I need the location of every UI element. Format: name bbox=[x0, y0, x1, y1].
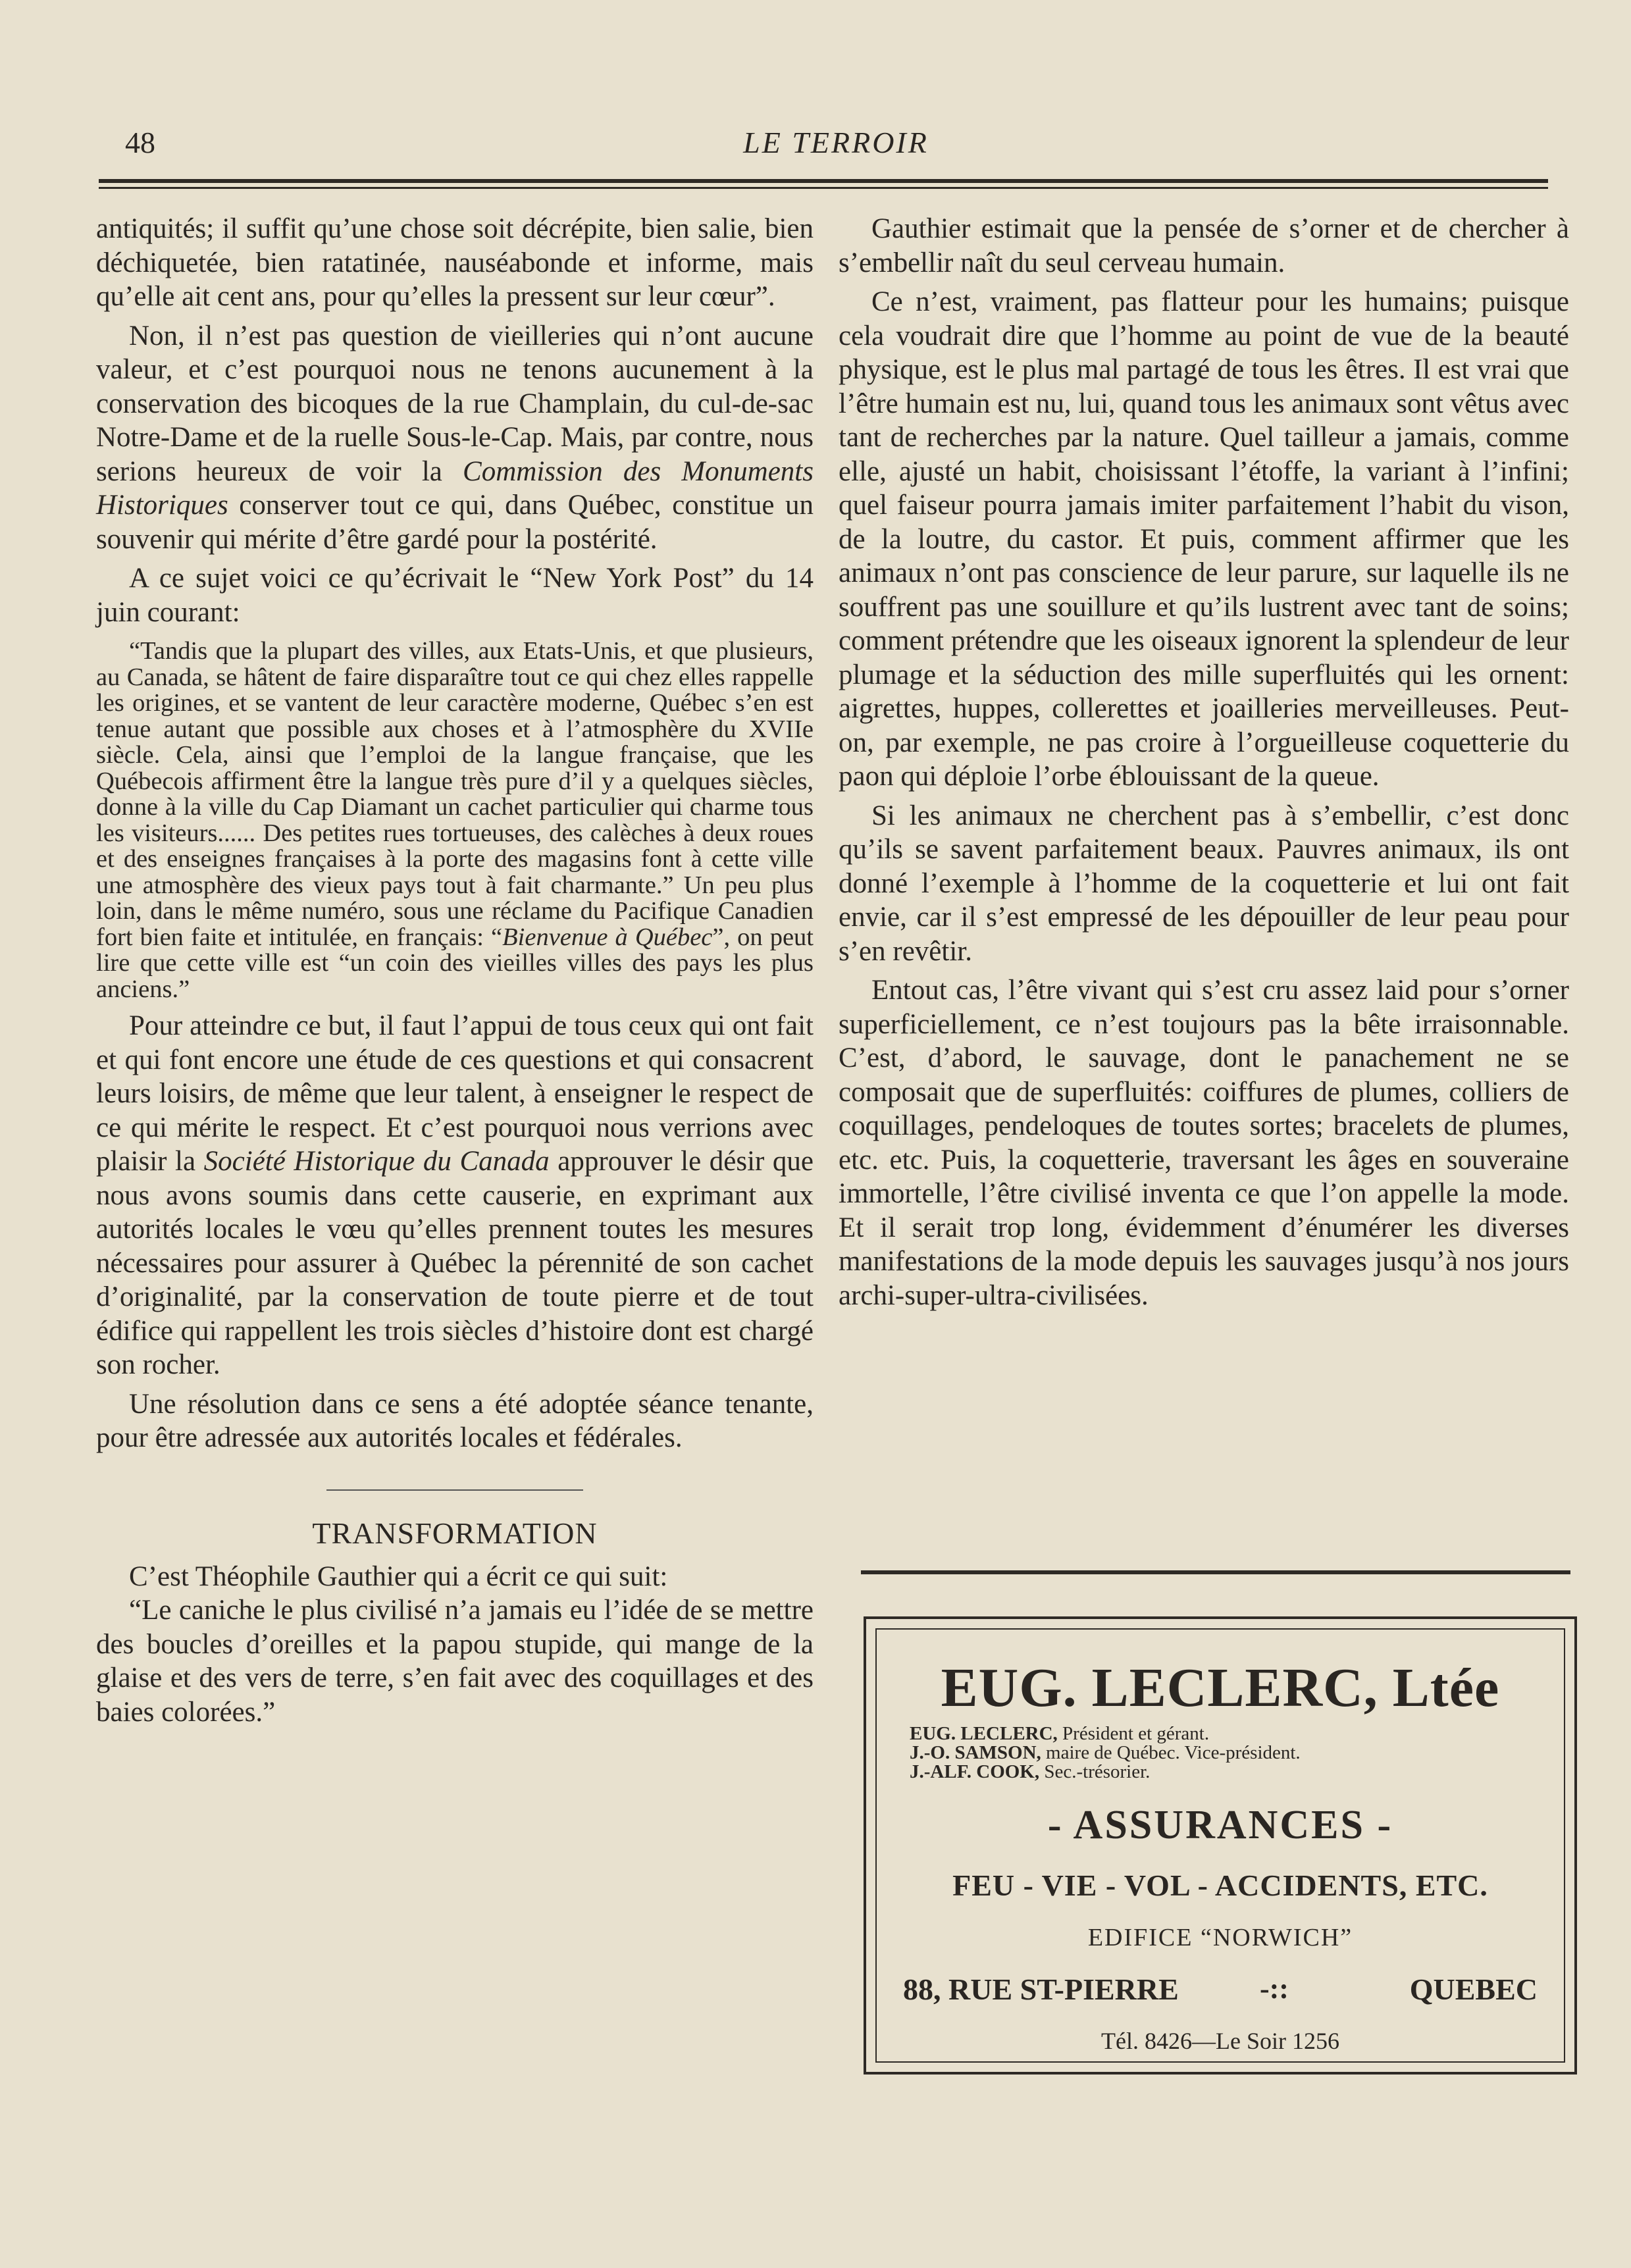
ad-street-address: 88, RUE ST-PIERRE bbox=[903, 1972, 1179, 2006]
advertisement-box bbox=[864, 1616, 1577, 2075]
running-title: LE TERROIR bbox=[743, 126, 929, 159]
section-title: TRANSFORMATION bbox=[312, 1516, 598, 1550]
ad-headline: - ASSURANCES - bbox=[1047, 1803, 1393, 1847]
paragraph: A ce sujet voici ce qu’écrivait le “New York Post” du 14 juin courant: bbox=[96, 563, 814, 628]
officer-name: J.-ALF. COOK, bbox=[910, 1761, 1040, 1782]
officer-role: Président et gérant. bbox=[1057, 1723, 1210, 1744]
right-column bbox=[839, 212, 1569, 1312]
paragraph: Entout cas, l’être vivant qui s’est cru assez laid pour s’orner superficiellement, ce n’est toujours pas la bête irraisonnable. C’est, d’abord, le sauvage, dont le panachement ne se composait que de superfluités: coiffures de plumes, colliers de coquillages, pendeloques de toutes sortes; bracelets de plumes, etc. etc. Puis, la coquetterie, traversant les âges en souveraine immortelle, l’être civilisé inventa ce que l’on appelle la mode. Et il serait trop long, évidemment d’énumérer les diverses manifestations de la mode depuis les sauvages jusqu’à nos jours archi-super-ultra-civilisées. bbox=[839, 975, 1569, 1311]
text-run: ”, on peut lire que cette ville est “un coin des vieilles villes des pays les plus anciens.” bbox=[96, 923, 814, 1003]
paragraph: C’est Théophile Gauthier qui a écrit ce qui suit: bbox=[129, 1560, 668, 1592]
officer-role: maire de Québec. Vice-président. bbox=[1041, 1742, 1301, 1763]
text-run: conserver tout ce qui, dans Québec, constitue un souvenir qui mérite d’être gardé pour la postérité. bbox=[96, 490, 814, 555]
paragraph: Si les animaux ne cherchent pas à s’embellir, c’est donc qu’ils se savent parfaitement beaux. Pauvres animaux, ils ont donné l’exemple à l’homme de la coquetterie et lui ont fait envie, car il s’est empressé de les dépouiller de leur peau pour s’en revêtir. bbox=[839, 800, 1569, 967]
text-run: approuver le désir que nous avons soumis dans cette causerie, en exprimant aux autorités locales le vœu qu’elles prennent toutes les mesures nécessaires pour assurer à Québec la pérennité de son cachet d’originalité, par la conservation de toute pierre et de tout édifice qui rappellent les trois siècles d’histoire dont est chargé son rocher. bbox=[96, 1146, 814, 1380]
ad-phone: Tél. 8426—Le Soir 1256 bbox=[1101, 2028, 1339, 2054]
ad-building: EDIFICE “NORWICH” bbox=[1087, 1924, 1353, 1951]
italic-title: Bienvenue à Québec bbox=[502, 923, 713, 951]
text-run: Non, il n’est pas question de vieilleries qui n’ont aucune valeur, et c’est pourquoi nous ne tenons aucunement à la conservation des bicoques de la rue Champlain, du cul-de-sac Notre-Dame et de la ruelle Sous-le-Cap. Mais, par contre, nous serions heureux de voir la bbox=[96, 320, 814, 487]
advertisement-inner-border bbox=[875, 1628, 1565, 2063]
paragraph: “Le caniche le plus civilisé n’a jamais eu l’idée de se mettre des boucles d’oreilles et la papou stupide, qui mange de la glaise et des vers de terre, s’en fait avec des coquillages et des baies colorées.” bbox=[96, 1595, 814, 1728]
paragraph: Ce n’est, vraiment, pas flatteur pour les humains; puisque cela voudrait dire que l’homme au point de vue de la beauté physique, est le plus mal partagé de tous les êtres. Il est vrai que l’être humain est nu, lui, quand tous les animaux sont vêtus avec tant de recherches par la nature. Quel tailleur a jamais, comme elle, ajusté un habit, choisissant l’étoffe, la variant à l’infini; quel faiseur pourra jamais imiter parfaitement l’habit du vison, de la loutre, du castor. Et puis, comment affirmer que les animaux n’ont pas conscience de leur parure, sur laquelle ils ne souffrent pas une souillure et qu’ils lustrent avec tant de soins; comment prétendre que les oiseaux ignorent la splendeur de leur plumage et la séduction des mille superfluités qui les ornent: aigrettes, huppes, collerettes et joailleries merveilleuses. Peut-on, par exemple, ne pas croire à l’orgueilleuse coquetterie du paon qui déploie l’orbe éblouissant de la queue. bbox=[839, 286, 1569, 792]
page-number: 48 bbox=[125, 126, 155, 159]
paragraph: Une résolution dans ce sens a été adoptée séance tenante, pour être adressée aux autorités locales et fédérales. bbox=[96, 1388, 814, 1453]
header-rule-thick bbox=[99, 179, 1548, 183]
advertisement-rule bbox=[861, 1570, 1570, 1574]
text-run: “Tandis que la plupart des villes, aux Etats-Unis, et que plusieurs, au Canada, se hâtent de faire disparaître tout ce qui chez elles rappelle les origines, et se vantent de leur caractère moderne, Québec s’en est tenue autant que possible aux choses et à l’atmosphère du XVIIe siècle. Cela, ainsi que l’emploi de la langue française, que les Québecois affirment être la langue très pure d’il y a quelques siècles, donne à la ville du Cap Diamant un cachet particulier qui charme tous les visiteurs...... Des petites rues tortueuses, des calèches à deux roues et des enseignes françaises à la porte des magasins font à cette ville une atmosphère des vieux pays tout à fait charmante.” Un peu plus loin, dans le même numéro, sous une réclame du Pacifique Canadien fort bien faite et intitulée, en français: “ bbox=[96, 637, 814, 951]
ad-address-separator: -:: bbox=[1260, 1972, 1289, 2005]
header-rule-thin bbox=[99, 187, 1548, 189]
section-separator bbox=[326, 1489, 583, 1491]
ad-insurance-lines: FEU - VIE - VOL - ACCIDENTS, ETC. bbox=[952, 1869, 1488, 1902]
ad-officer bbox=[910, 1743, 1301, 1763]
paragraph bbox=[96, 1009, 814, 1382]
left-column bbox=[96, 212, 814, 1729]
ad-officers bbox=[910, 1724, 1301, 1782]
block-quote bbox=[96, 638, 814, 1002]
italic-title: Société Historique du Canada bbox=[203, 1146, 550, 1177]
officer-name: J.-O. SAMSON, bbox=[910, 1742, 1041, 1763]
italic-title: Commission des Monuments Historiques bbox=[96, 455, 814, 521]
ad-company-name: EUG. LECLERC, Ltée bbox=[941, 1657, 1500, 1718]
ad-city: QUEBEC bbox=[1409, 1972, 1538, 2006]
text-run: Pour atteindre ce but, il faut l’appui de tous ceux qui ont fait et qui font encore une étude de ces questions et qui consacrent leurs loisirs, de même que leur talent, à enseigner le respect de ce qui mérite le respect. Et c’est pourquoi nous verrions avec plaisir la bbox=[96, 1010, 814, 1177]
paragraph: antiquités; il suffit qu’une chose soit décrépite, bien salie, bien déchiquetée, bien ratatinée, nauséabonde et informe, mais qu’elle ait cent ans, pour qu’elles la pressent sur leur cœur”. bbox=[96, 213, 814, 312]
officer-name: EUG. LECLERC, bbox=[910, 1723, 1058, 1744]
officer-role: Sec.-trésorier. bbox=[1039, 1761, 1151, 1782]
page-header bbox=[125, 125, 1547, 165]
ad-officer bbox=[910, 1724, 1301, 1743]
paragraph: Gauthier estimait que la pensée de s’orner et de chercher à s’embellir naît du seul cerveau humain. bbox=[839, 213, 1569, 278]
paragraph bbox=[96, 319, 814, 557]
ad-officer bbox=[910, 1763, 1301, 1782]
